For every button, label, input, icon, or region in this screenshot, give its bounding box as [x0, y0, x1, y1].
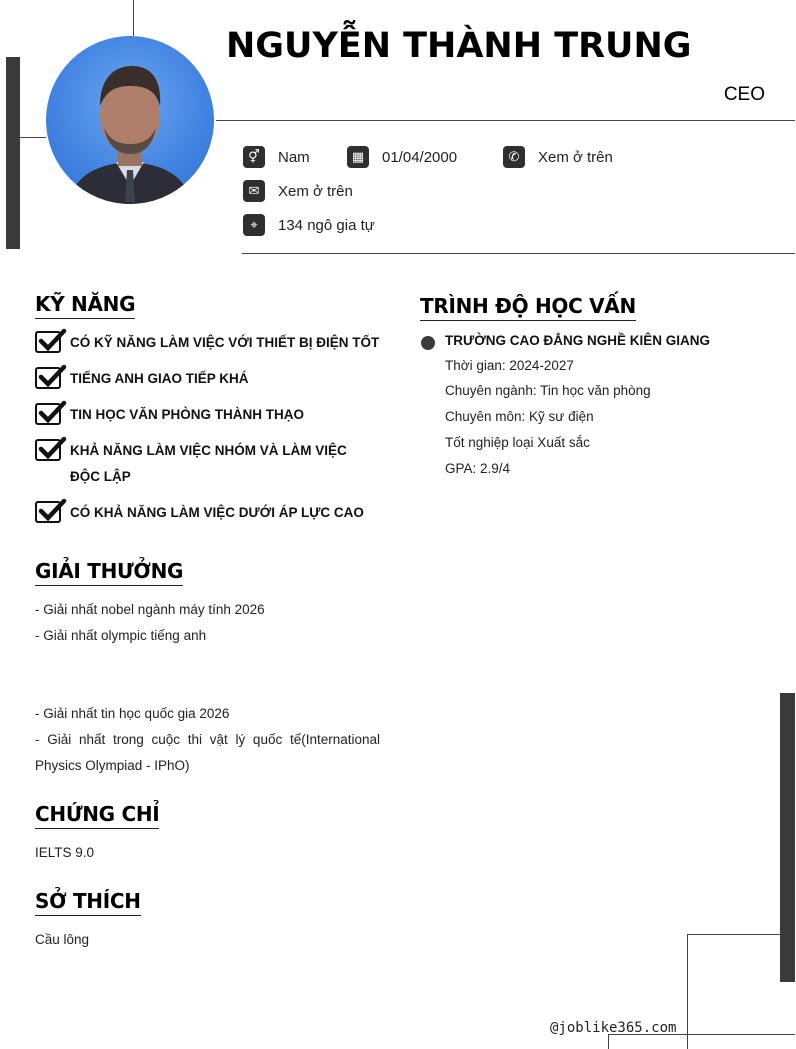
calendar-icon: ▦ — [347, 146, 369, 168]
check-icon — [35, 501, 61, 523]
education-title: TRÌNH ĐỘ HỌC VẤN — [420, 294, 636, 321]
awards-title: GIẢI THƯỞNG — [35, 559, 183, 586]
hobby-item: Cầu lông — [35, 932, 90, 947]
skill-item: CÓ KHẢ NĂNG LÀM VIỆC DƯỚI ÁP LỰC CAO — [35, 500, 380, 536]
education-school: TRƯỜNG CAO ĐẲNG NGHỀ KIÊN GIANG — [445, 333, 710, 348]
check-icon — [35, 439, 61, 461]
certificate-item: IELTS 9.0 — [35, 845, 95, 860]
job-position: CEO — [723, 84, 765, 105]
header-divider-bottom — [242, 253, 795, 254]
header-divider-top — [216, 120, 795, 121]
left-accent-bar — [6, 57, 20, 249]
check-icon — [35, 403, 61, 425]
person-photo-icon — [46, 36, 214, 204]
mail-icon: ✉ — [243, 180, 265, 202]
award-item: - Giải nhất trong cuộc thi vật lý quốc tế(International Physics Olympiad - IPhO) — [35, 732, 380, 773]
frame-line-top-vertical — [133, 0, 134, 36]
check-icon — [35, 331, 61, 353]
hobbies-title: SỞ THÍCH — [35, 889, 141, 916]
skill-item: TIN HỌC VĂN PHÒNG THÀNH THẠO — [35, 402, 380, 438]
award-item: - Giải nhất nobel ngành máy tính 2026 — [35, 602, 265, 617]
skill-item: CÓ KỸ NĂNG LÀM VIỆC VỚI THIẾT BỊ ĐIỆN TỐT — [35, 330, 380, 366]
address-value: 134 ngô gia tự — [278, 216, 375, 234]
skill-item: KHẢ NĂNG LÀM VIỆC NHÓM VÀ LÀM VIỆC ĐỘC LẬP — [35, 438, 380, 500]
education-bullet-icon — [421, 336, 435, 350]
certificates-title: CHỨNG CHỈ — [35, 802, 159, 829]
frame-line-bottom-tick — [608, 1034, 609, 1049]
email-row — [243, 180, 353, 202]
frame-line-left-horizontal — [20, 137, 46, 138]
location-pin-icon: ⌖ — [243, 214, 265, 236]
birthday-row — [347, 146, 457, 168]
avatar — [46, 36, 214, 204]
phone-value: Xem ở trên — [538, 148, 613, 166]
watermark: @joblike365.com — [550, 1020, 677, 1036]
frame-line-bottom-vertical — [687, 934, 688, 1049]
gender-value: Nam — [278, 148, 310, 166]
skills-title: KỸ NĂNG — [35, 292, 135, 319]
education-major: Chuyên ngành: Tin học văn phòng — [445, 383, 651, 398]
check-icon — [35, 367, 61, 389]
education-gpa: GPA: 2.9/4 — [445, 461, 511, 476]
education-time: Thời gian: 2024-2027 — [445, 358, 574, 373]
gender-row — [243, 146, 310, 168]
phone-row — [503, 146, 613, 168]
award-item: - Giải nhất tin học quốc gia 2026 — [35, 706, 230, 721]
phone-icon: ✆ — [503, 146, 525, 168]
email-value: Xem ở trên — [278, 182, 353, 200]
skill-item: TIẾNG ANH GIAO TIẾP KHÁ — [35, 366, 380, 402]
address-row — [243, 214, 375, 236]
gender-icon: ⚥ — [243, 146, 265, 168]
candidate-name: NGUYỄN THÀNH TRUNG — [226, 26, 692, 66]
education-specialty: Chuyên môn: Kỹ sư điện — [445, 409, 594, 424]
frame-line-bottom-top — [687, 934, 780, 935]
birthday-value: 01/04/2000 — [382, 148, 458, 166]
award-item: - Giải nhất olympic tiếng anh — [35, 628, 207, 643]
right-accent-bar — [780, 693, 795, 982]
education-grade: Tốt nghiệp loại Xuất sắc — [445, 435, 590, 450]
skills-list — [35, 330, 380, 536]
